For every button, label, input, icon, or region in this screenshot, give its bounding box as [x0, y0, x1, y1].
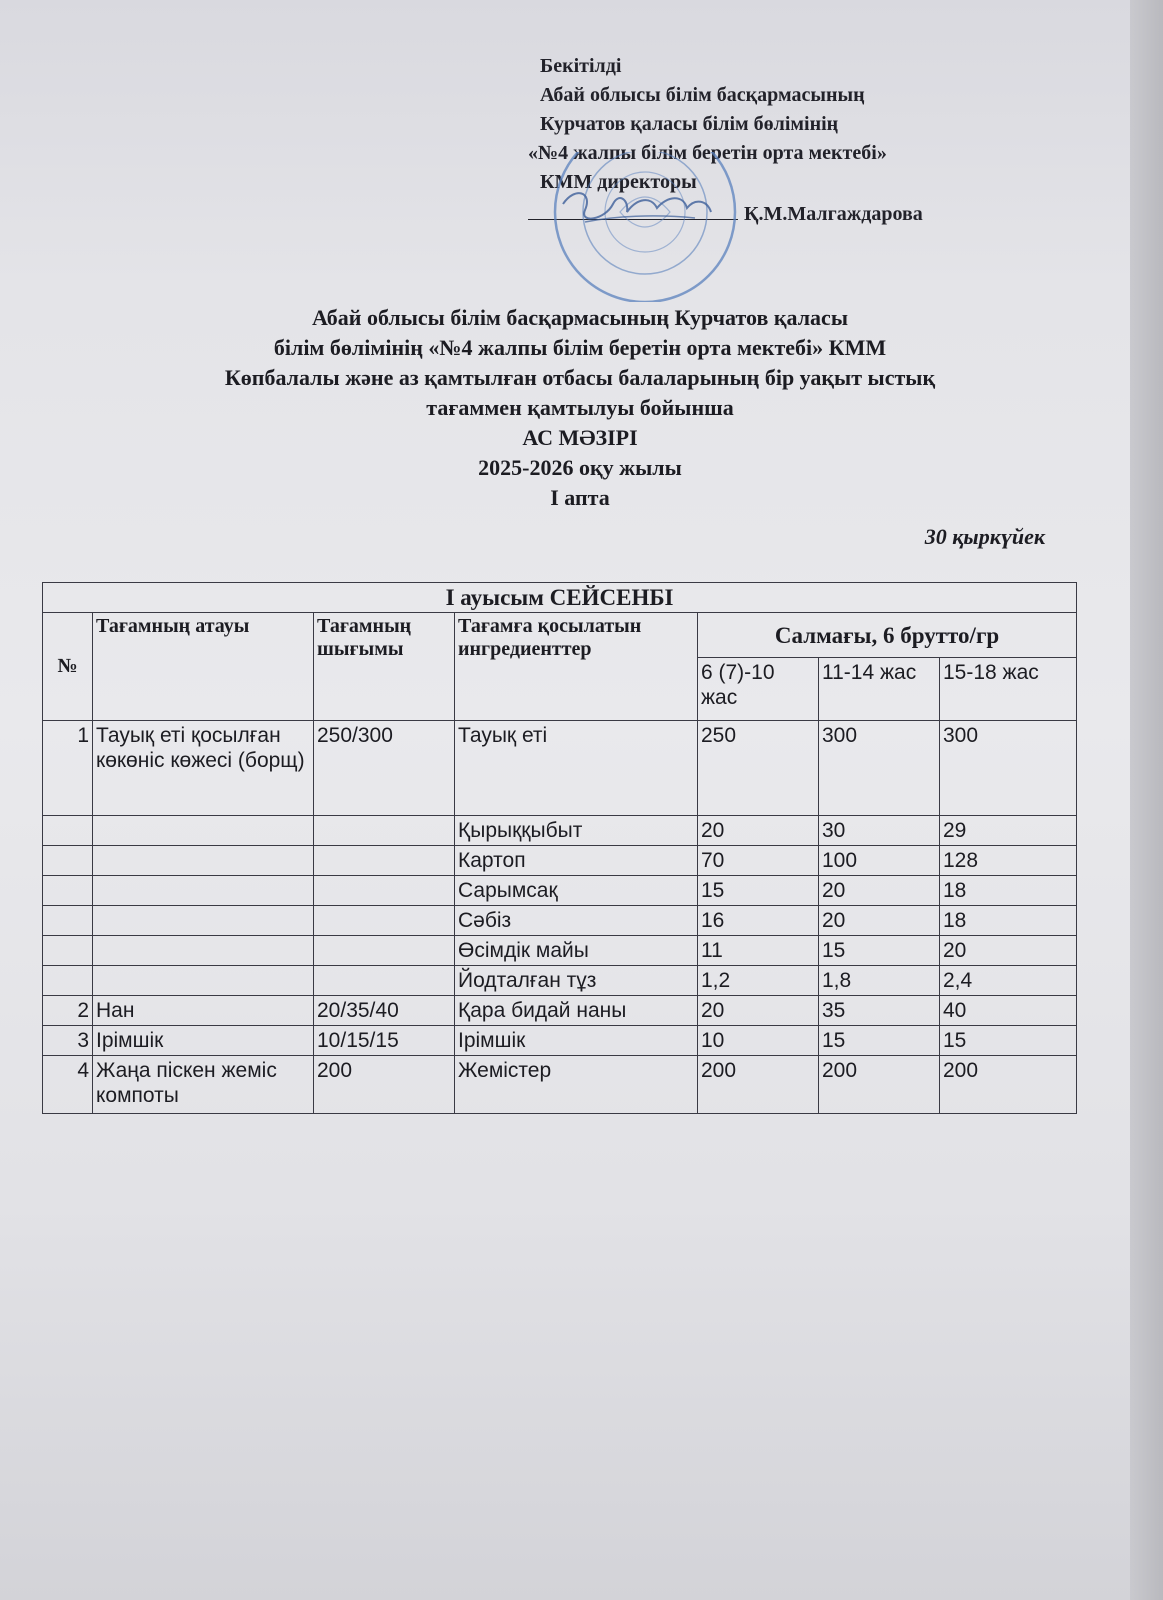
table-row: [43, 876, 1077, 906]
row-yield: 10/15/15: [314, 1026, 455, 1056]
table-row: [43, 906, 1077, 936]
title-line: Көпбалалы және аз қамтылған отбасы балаларының бір уақыт ыстық: [224, 365, 936, 390]
table-row: [43, 1026, 1077, 1056]
row-ingredient: Өсімдік майы: [455, 936, 698, 966]
approval-line: КММ директоры: [540, 171, 697, 193]
row-age-15-18: 300: [940, 721, 1077, 816]
row-age-11-14: 15: [819, 1026, 940, 1056]
table-row: [43, 936, 1077, 966]
table-row: [43, 816, 1077, 846]
table-row: [43, 1056, 1077, 1114]
row-age-15-18: 2,4: [940, 966, 1077, 996]
row-age-11-14: 100: [819, 846, 940, 876]
row-age-15-18: 15: [940, 1026, 1077, 1056]
row-num: [43, 936, 93, 966]
row-age-11-14: 20: [819, 876, 940, 906]
official-seal: [545, 152, 760, 302]
row-age-15-18: 200: [940, 1056, 1077, 1114]
row-age-6-10: 15: [698, 876, 819, 906]
table-row: [43, 996, 1077, 1026]
row-ingredient: Сарымсақ: [455, 876, 698, 906]
header-num: №: [43, 613, 93, 721]
row-ingredient: Ірімшік: [455, 1026, 698, 1056]
row-age-6-10: 10: [698, 1026, 819, 1056]
row-dish: Тауық еті қосылған көкөніс көжесі (борщ): [93, 721, 314, 816]
row-num: 1: [43, 721, 93, 816]
row-num: [43, 816, 93, 846]
row-age-6-10: 16: [698, 906, 819, 936]
row-yield: [314, 816, 455, 846]
row-age-11-14: 300: [819, 721, 940, 816]
row-num: 4: [43, 1056, 93, 1114]
row-age-15-18: 128: [940, 846, 1077, 876]
row-age-11-14: 200: [819, 1056, 940, 1114]
row-dish: Жаңа піскен жеміс компоты: [93, 1056, 314, 1114]
row-age-11-14: 15: [819, 936, 940, 966]
table-caption-row: [43, 583, 1077, 613]
row-yield: 250/300: [314, 721, 455, 816]
row-yield: [314, 876, 455, 906]
row-age-11-14: 1,8: [819, 966, 940, 996]
header-age-15-18: 15-18 жас: [940, 658, 1077, 721]
row-age-6-10: 250: [698, 721, 819, 816]
table-row: [43, 846, 1077, 876]
row-age-6-10: 200: [698, 1056, 819, 1114]
row-dish: [93, 876, 314, 906]
header-yield: Тағамның шығымы: [314, 613, 455, 721]
row-dish: Нан: [93, 996, 314, 1026]
approval-line: Бекітілді: [540, 55, 622, 77]
menu-date: 30 қыркүйек: [924, 524, 1045, 549]
row-age-15-18: 20: [940, 936, 1077, 966]
row-age-15-18: 18: [940, 906, 1077, 936]
row-yield: 200: [314, 1056, 455, 1114]
header-age-6-10: 6 (7)-10 жас: [698, 658, 819, 721]
row-dish: [93, 846, 314, 876]
row-yield: [314, 906, 455, 936]
row-ingredient: Сәбіз: [455, 906, 698, 936]
row-ingredient: Картоп: [455, 846, 698, 876]
row-age-6-10: 20: [698, 816, 819, 846]
header-ingredients: Тағамға қосылатын ингредиенттер: [455, 613, 698, 721]
row-ingredient: Қара бидай наны: [455, 996, 698, 1026]
row-dish: [93, 966, 314, 996]
row-ingredient: Йодталған тұз: [455, 966, 698, 996]
header-age-11-14: 11-14 жас: [819, 658, 940, 721]
row-num: [43, 906, 93, 936]
title-line: білім бөлімінің «№4 жалпы білім беретін орта мектебі» КММ: [273, 335, 887, 360]
title-line: Абай облысы білім басқармасының Курчатов қаласы: [312, 305, 848, 330]
row-yield: [314, 966, 455, 996]
title-line: І апта: [550, 485, 610, 510]
page-edge-shadow: [1130, 0, 1163, 1600]
header-weight-group: Салмағы, 6 брутто/гр: [698, 613, 1077, 658]
row-age-6-10: 1,2: [698, 966, 819, 996]
row-age-6-10: 11: [698, 936, 819, 966]
row-age-6-10: 20: [698, 996, 819, 1026]
row-ingredient: Тауық еті: [455, 721, 698, 816]
menu-table: [42, 582, 1077, 1114]
title-line: тағаммен қамтылуы бойынша: [426, 395, 734, 420]
row-yield: [314, 846, 455, 876]
row-yield: 20/35/40: [314, 996, 455, 1026]
table-row: [43, 966, 1077, 996]
signature-scribble: [563, 193, 711, 218]
row-dish: [93, 906, 314, 936]
title-line: 2025-2026 оқу жылы: [478, 455, 682, 480]
row-age-11-14: 30: [819, 816, 940, 846]
table-header-row: [43, 613, 1077, 658]
approval-line: «№4 жалпы білім беретін орта мектебі»: [528, 142, 887, 164]
row-age-15-18: 29: [940, 816, 1077, 846]
row-age-11-14: 35: [819, 996, 940, 1026]
row-dish: [93, 936, 314, 966]
row-age-11-14: 20: [819, 906, 940, 936]
row-age-15-18: 18: [940, 876, 1077, 906]
row-num: [43, 846, 93, 876]
table-row: [43, 721, 1077, 816]
row-yield: [314, 936, 455, 966]
signatory-name: Қ.М.Малгаждарова: [744, 203, 923, 225]
row-dish: Ірімшік: [93, 1026, 314, 1056]
title-line: АС МӘЗІРІ: [522, 425, 638, 450]
table-caption: І ауысым СЕЙСЕНБІ: [43, 583, 1077, 613]
row-num: [43, 876, 93, 906]
document-title: [100, 303, 1060, 513]
row-num: 2: [43, 996, 93, 1026]
header-dish-name: Тағамның атауы: [93, 613, 314, 721]
row-age-6-10: 70: [698, 846, 819, 876]
approval-line: Курчатов қаласы білім бөлімінің: [540, 113, 839, 135]
row-num: 3: [43, 1026, 93, 1056]
row-num: [43, 966, 93, 996]
row-dish: [93, 816, 314, 846]
row-ingredient: Қырыққыбыт: [455, 816, 698, 846]
approval-line: Абай облысы білім басқармасының: [540, 84, 865, 106]
row-age-15-18: 40: [940, 996, 1077, 1026]
row-ingredient: Жемістер: [455, 1056, 698, 1114]
